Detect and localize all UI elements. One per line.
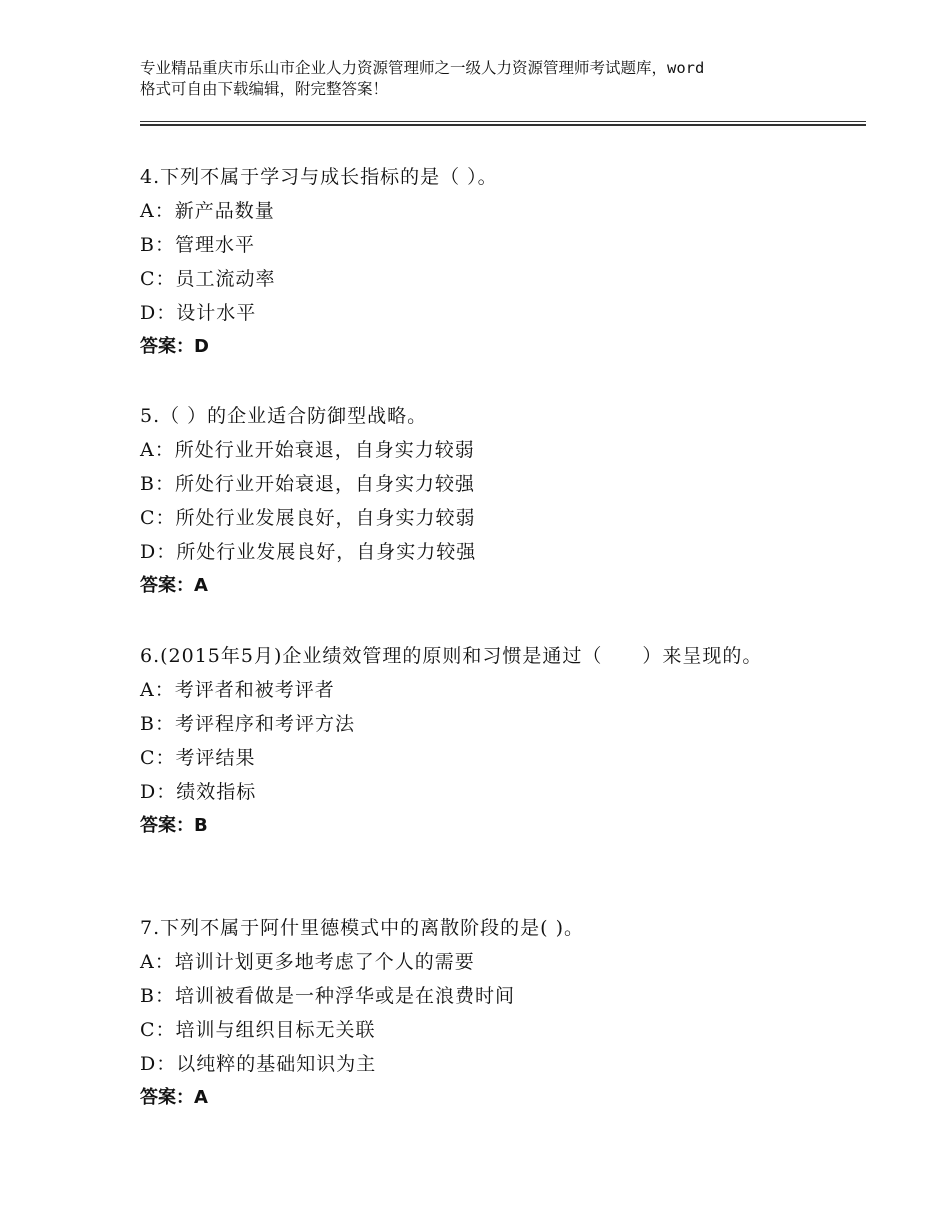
question-stem: 4.下列不属于学习与成长指标的是（ ）。 <box>140 166 498 188</box>
option-c: C：所处行业发展良好，自身实力较弱 <box>140 507 476 529</box>
option-a: A：培训计划更多地考虑了个人的需要 <box>140 951 475 973</box>
question-6 <box>140 639 780 843</box>
option-c: C：考评结果 <box>140 747 256 769</box>
question-stem: 6.(2015年5月)企业绩效管理的原则和习惯是通过（ ）来呈现的。 <box>140 645 763 667</box>
option-d: D：绩效指标 <box>140 781 257 803</box>
document-header <box>140 58 840 100</box>
option-b: B：所处行业开始衰退，自身实力较强 <box>140 473 475 495</box>
header-title-line-1: 专业精品重庆市乐山市企业人力资源管理师之一级人力资源管理师考试题库，word <box>140 59 705 77</box>
header-title-line-2: 格式可自由下载编辑，附完整答案！ <box>140 80 389 98</box>
header-divider-thick <box>140 124 866 126</box>
answer-label: 答案：A <box>140 1087 208 1108</box>
question-5 <box>140 399 780 603</box>
question-7 <box>140 911 780 1115</box>
option-a: A：新产品数量 <box>140 200 275 222</box>
option-b: B：考评程序和考评方法 <box>140 713 355 735</box>
option-b: B：培训被看做是一种浮华或是在浪费时间 <box>140 985 515 1007</box>
option-a: A：所处行业开始衰退，自身实力较弱 <box>140 439 475 461</box>
option-d: D：设计水平 <box>140 302 257 324</box>
option-c: C：员工流动率 <box>140 268 276 290</box>
answer-label: 答案：B <box>140 815 208 836</box>
option-d: D：以纯粹的基础知识为主 <box>140 1053 377 1075</box>
option-d: D：所处行业发展良好，自身实力较强 <box>140 541 477 563</box>
question-stem: 5.（ ）的企业适合防御型战略。 <box>140 405 428 427</box>
option-b: B：管理水平 <box>140 234 255 256</box>
answer-label: 答案：A <box>140 575 208 596</box>
answer-label: 答案：D <box>140 336 209 357</box>
question-4 <box>140 160 780 364</box>
question-stem: 7.下列不属于阿什里德模式中的离散阶段的是( )。 <box>140 917 584 939</box>
header-divider-thin <box>140 121 866 122</box>
option-a: A：考评者和被考评者 <box>140 679 335 701</box>
option-c: C：培训与组织目标无关联 <box>140 1019 376 1041</box>
